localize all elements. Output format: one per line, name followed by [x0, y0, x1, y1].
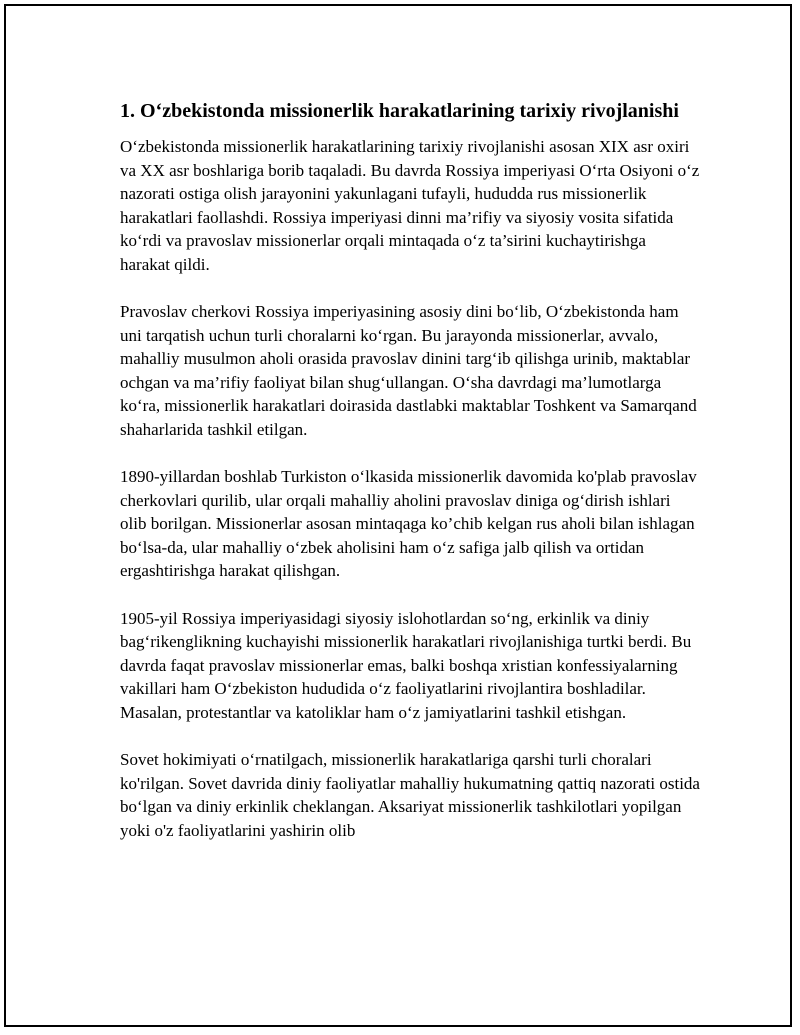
- document-body: [120, 98, 700, 866]
- paragraph-4: 1905-yil Rossiya imperiyasidagi siyosiy islohotlardan so‘ng, erkinlik va diniy bag‘rikenglikning kuchayishi missionerlik harakatlari rivojlanishiga turtki berdi. Bu davrda faqat pravoslav missionerlar emas, balki boshqa xristian konfessiyalarning vakillari ham O‘zbekiston hududida o‘z faoliyatlarini rivojlantira boshladilar. Masalan, protestantlar va katoliklar ham o‘z jamiyatlarini tashkil etishgan.: [120, 608, 692, 722]
- document-page: [4, 4, 792, 1027]
- section-heading: 1. O‘zbekistonda missionerlik harakatlarining tarixiy rivojlanishi: [120, 100, 679, 122]
- paragraph-5: Sovet hokimiyati o‘rnatilgach, missionerlik harakatlariga qarshi turli choralari ko'rilgan. Sovet davrida diniy faoliyatlar mahalliy hukumatning qattiq nazorati ostida bo‘lgan va diniy erkinlik cheklangan. Aksariyat missionerlik tashkilotlari yopilgan yoki o'z faoliyatlarini yashirin olib: [120, 750, 700, 840]
- paragraph-3: 1890-yillardan boshlab Turkiston o‘lkasida missionerlik davomida ko'plab pravoslav cherkovlari qurilib, ular orqali mahalliy aholini pravoslav diniga og‘dirish ishlari olib borilgan. Missionerlar asosan mintaqaga ko’chib kelgan rus aholi bilan ishlagan bo‘lsa-da, ular mahalliy o‘zbek aholisini ham o‘z safiga jalb qilish va ortidan ergashtirishga harakat qilishgan.: [120, 467, 697, 580]
- paragraph-2: Pravoslav cherkovi Rossiya imperiyasining asosiy dini bo‘lib, O‘zbekistonda ham uni tarqatish uchun turli choralarni ko‘rgan. Bu jarayonda missionerlar, avvalo, mahalliy musulmon aholi orasida pravoslav dinini targ‘ib qilishga urinib, maktablar ochgan va ma’rifiy faoliyat bilan shug‘ullangan. O‘sha davrdagi ma’lumotlarga ko‘ra, missionerlik harakatlari doirasida dastlabki maktablar Toshkent va Samarqand shaharlarida tashkil etilgan.: [120, 302, 697, 439]
- paragraph-1: O‘zbekistonda missionerlik harakatlarining tarixiy rivojlanishi asosan XIX asr oxiri va XX asr boshlariga borib taqaladi. Bu davrda Rossiya imperiyasi O‘rta Osiyoni o‘z nazorati ostiga olish jarayonini yakunlagani tufayli, hududda rus missionerlik harakatlari faollashdi. Rossiya imperiyasi dinni ma’rifiy va siyosiy vosita sifatida ko‘rdi va pravoslav missionerlar orqali mintaqada o‘z ta’sirini kuchaytirishga harakat qildi.: [120, 137, 700, 274]
